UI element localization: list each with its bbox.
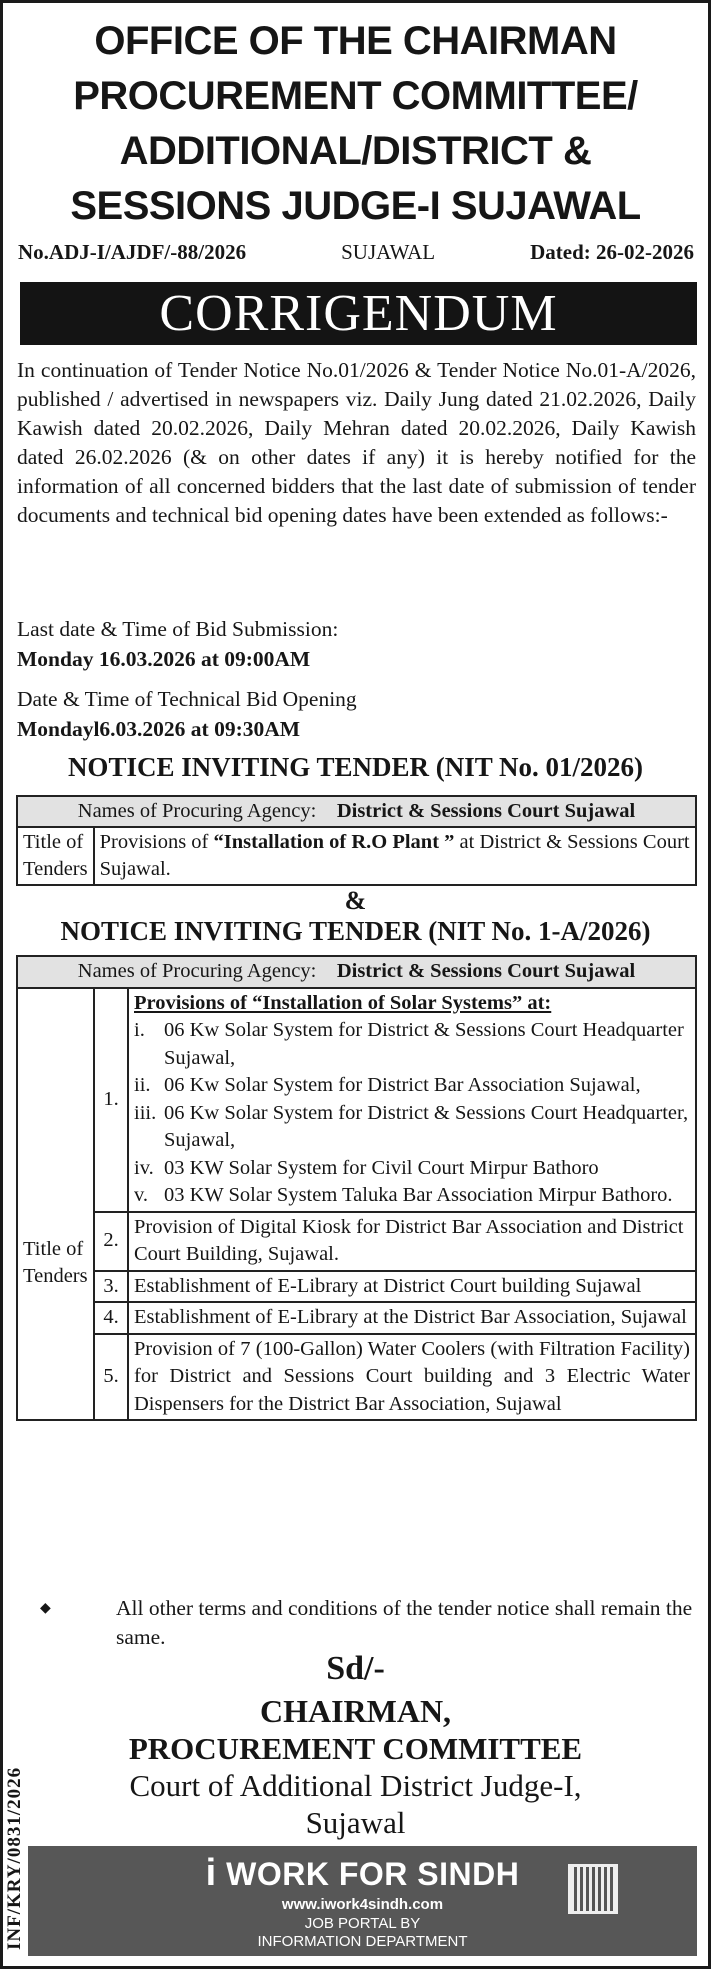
terms-note (40, 1594, 695, 1652)
table-row (17, 1271, 696, 1303)
sub-item (134, 1072, 690, 1100)
sub-numeral: i. (134, 1019, 145, 1041)
corrigendum-banner: CORRIGENDUM (20, 282, 697, 345)
ampersand: & (344, 886, 367, 915)
sub-text: 06 Kw Solar System for District & Sessions Court Headquarter Sujawal, (164, 1019, 684, 1069)
sub-numeral: ii. (134, 1074, 151, 1096)
opening-label: Date & Time of Technical Bid Opening (17, 687, 357, 711)
item-number: 1. (94, 988, 128, 1212)
signature-court: Court of Additional District Judge-I, (129, 1768, 582, 1803)
signature-title: CHAIRMAN, (259, 1693, 452, 1729)
item-text (128, 988, 696, 1212)
item-number: 4. (94, 1302, 128, 1334)
sub-text: 06 Kw Solar System for District Bar Association Sujawal, (164, 1074, 641, 1096)
item-heading: Provisions of “Installation of Solar Systems” at: (134, 991, 552, 1014)
banner-line2: INFORMATION DEPARTMENT (257, 1933, 468, 1950)
sub-item (134, 1182, 690, 1210)
agency-label: Names of Procuring Agency: (77, 960, 317, 982)
diamond-bullet-icon: ◆ (40, 1601, 51, 1616)
signature-sd: Sd/- (326, 1650, 385, 1687)
table-row (17, 988, 696, 1212)
item-number: 5. (94, 1334, 128, 1421)
brand-name: WORK FOR SINDH (226, 1856, 520, 1892)
title-line: OFFICE OF THE CHAIRMAN (94, 19, 617, 63)
agency-value: District & Sessions Court Sujawal (336, 800, 636, 822)
signature-place: Sujawal (305, 1805, 406, 1840)
note-text: All other terms and conditions of the tender notice shall remain the same. (116, 1596, 693, 1649)
item-text: Provision of 7 (100-Gallon) Water Coolers (with Filtration Facility) for District and Sessions Court building and 3 Electric Water Dispensers for the District Bar Association, Sujawal (128, 1334, 696, 1421)
item-text: Establishment of E-Library at District Court building Sujawal (128, 1271, 696, 1303)
sub-numeral: iv. (134, 1156, 154, 1179)
title-label: Title of Tenders (17, 988, 94, 1421)
sub-text: 03 KW Solar System Taluka Bar Association Mirpur Bathoro. (164, 1184, 673, 1206)
title-label: Title of Tenders (17, 827, 94, 885)
agency-label: Names of Procuring Agency: (77, 800, 317, 822)
item-text: Establishment of E-Library at the District Bar Association, Sujawal (128, 1302, 696, 1334)
agency-value: District & Sessions Court Sujawal (336, 960, 636, 982)
sub-numeral: iii. (134, 1101, 157, 1124)
banner-url: www.iwork4sindh.com (281, 1896, 444, 1913)
nit2-table (16, 955, 697, 1421)
table-row (17, 1302, 696, 1334)
item-number: 2. (94, 1212, 128, 1271)
sub-text: 06 Kw Solar System for District & Sessions Court Headquarter, Sujawal, (164, 1101, 689, 1151)
body-paragraph: In continuation of Tender Notice No.01/2026 & Tender Notice No.01-A/2026, published / advertised in newspapers viz. Daily Jung dated 21.02.2026, Daily Kawish dated 20.02.2026, Daily Mehran dated 20.02.2026, Daily Kawish dated 26.02.2026 (& on other dates if any) it is hereby notified for the information of all concerned bidders that the last date of submission of tender documents and technical bid opening dates have been extended as follows:- (17, 358, 696, 527)
i-logo-icon: i (205, 1852, 217, 1894)
title-value (94, 827, 696, 885)
title-post: at District & Sessions Court Sujawal. (99, 831, 690, 880)
opening-value: Mondayl6.03.2026 at 09:30AM (17, 717, 301, 741)
agency-row (17, 956, 696, 988)
submission-value: Monday 16.03.2026 at 09:00AM (17, 647, 311, 671)
qr-code-icon (568, 1864, 618, 1914)
reference-line (18, 240, 694, 265)
reference-number: No.ADJ-I/AJDF/-88/2026 (18, 240, 247, 264)
title-bold: “Installation of R.O Plant ” (213, 831, 455, 853)
sub-item (134, 1017, 690, 1072)
sub-item (134, 1100, 690, 1155)
agency-row (17, 796, 696, 827)
iwork-for-sindh-banner (28, 1846, 697, 1956)
opening-date-block (17, 684, 696, 744)
table-row (17, 1334, 696, 1421)
submission-date-block (17, 614, 696, 674)
sub-item (134, 1155, 690, 1183)
office-title (0, 14, 711, 234)
title-line: ADDITIONAL/DISTRICT & (119, 129, 592, 173)
sub-numeral: v. (134, 1184, 149, 1206)
place: SUJAWAL (341, 240, 436, 264)
sub-text: 03 KW Solar System for Civil Court Mirpur Bathoro (164, 1156, 599, 1179)
title-pre: Provisions of (99, 831, 214, 853)
nit2-heading: NOTICE INVITING TENDER (NIT No. 1-A/2026) (60, 916, 651, 946)
item-text: Provision of Digital Kiosk for District Bar Association and District Court Building, Sujawal. (128, 1212, 696, 1271)
nit1-table (16, 795, 697, 886)
title-line: SESSIONS JUDGE-I SUJAWAL (70, 184, 641, 228)
table-row (17, 1212, 696, 1271)
submission-label: Last date & Time of Bid Submission: (17, 617, 339, 641)
item-number: 3. (94, 1271, 128, 1303)
title-line: PROCUREMENT COMMITTEE/ (73, 74, 638, 118)
banner-line1: JOB PORTAL BY (304, 1915, 421, 1932)
date: Dated: 26-02-2026 (530, 240, 694, 264)
side-code: INF/KRY/0831/2026 (4, 1766, 25, 1950)
signature-committee: PROCUREMENT COMMITTEE (128, 1731, 583, 1766)
nit1-heading: NOTICE INVITING TENDER (NIT No. 01/2026) (67, 752, 644, 782)
